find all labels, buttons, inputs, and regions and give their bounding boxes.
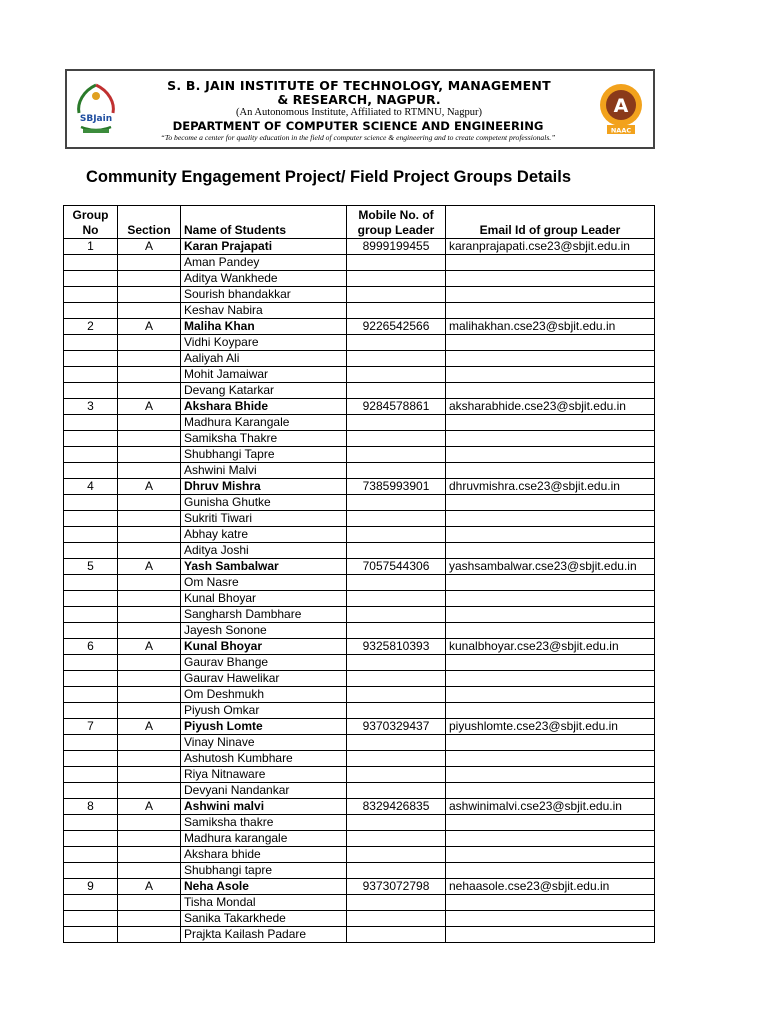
section-cell — [118, 511, 181, 527]
section-cell — [118, 655, 181, 671]
group-number-cell — [64, 463, 118, 479]
group-member-row — [64, 575, 655, 591]
group-number-cell: 2 — [64, 319, 118, 335]
section-cell — [118, 543, 181, 559]
group-member-row — [64, 383, 655, 399]
email-cell — [446, 383, 655, 399]
mobile-cell — [347, 303, 446, 319]
section-cell: A — [118, 559, 181, 575]
groups-table — [63, 205, 655, 943]
group-number-cell — [64, 783, 118, 799]
student-name-cell: Piyush Omkar — [181, 703, 347, 719]
group-leader-row — [64, 239, 655, 255]
group-number-cell — [64, 447, 118, 463]
mobile-cell — [347, 863, 446, 879]
group-member-row — [64, 927, 655, 943]
group-number-cell — [64, 303, 118, 319]
group-number-cell — [64, 495, 118, 511]
mobile-cell — [347, 511, 446, 527]
student-name-cell: Riya Nitnaware — [181, 767, 347, 783]
column-header-students: Name of Students — [181, 206, 347, 239]
group-number-cell — [64, 591, 118, 607]
group-leader-row — [64, 879, 655, 895]
mobile-cell — [347, 767, 446, 783]
email-cell — [446, 463, 655, 479]
leader-name-cell: Piyush Lomte — [181, 719, 347, 735]
group-number-cell: 8 — [64, 799, 118, 815]
section-cell — [118, 911, 181, 927]
section-cell — [118, 303, 181, 319]
section-cell — [118, 767, 181, 783]
student-name-cell: Devang Katarkar — [181, 383, 347, 399]
mobile-cell — [347, 815, 446, 831]
group-member-row — [64, 303, 655, 319]
section-cell — [118, 575, 181, 591]
group-number-cell: 6 — [64, 639, 118, 655]
group-member-row — [64, 895, 655, 911]
group-number-cell — [64, 655, 118, 671]
email-cell — [446, 847, 655, 863]
mobile-cell: 9370329437 — [347, 719, 446, 735]
section-cell — [118, 687, 181, 703]
mobile-cell: 7057544306 — [347, 559, 446, 575]
department-name: DEPARTMENT OF COMPUTER SCIENCE AND ENGINEERING — [172, 119, 544, 133]
email-cell: kunalbhoyar.cse23@sbjit.edu.in — [446, 639, 655, 655]
mobile-cell — [347, 335, 446, 351]
email-cell: ashwinimalvi.cse23@sbjit.edu.in — [446, 799, 655, 815]
section-cell — [118, 447, 181, 463]
mobile-cell — [347, 255, 446, 271]
email-cell — [446, 575, 655, 591]
department-vision: “To become a center for quality education in the field of computer science & engineering and to create competent professionals.” — [160, 133, 556, 142]
group-leader-row — [64, 799, 655, 815]
student-name-cell: Abhay katre — [181, 527, 347, 543]
student-name-cell: Devyani Nandankar — [181, 783, 347, 799]
student-name-cell: Sangharsh Dambhare — [181, 607, 347, 623]
student-name-cell: Om Nasre — [181, 575, 347, 591]
section-cell: A — [118, 399, 181, 415]
group-number-cell — [64, 623, 118, 639]
student-name-cell: Jayesh Sonone — [181, 623, 347, 639]
svg-text:A: A — [613, 95, 629, 117]
email-cell — [446, 271, 655, 287]
group-member-row — [64, 671, 655, 687]
leader-name-cell: Maliha Khan — [181, 319, 347, 335]
email-cell — [446, 367, 655, 383]
student-name-cell: Aaliyah Ali — [181, 351, 347, 367]
student-name-cell: Kunal Bhoyar — [181, 591, 347, 607]
group-number-cell — [64, 335, 118, 351]
email-cell — [446, 783, 655, 799]
group-number-cell — [64, 383, 118, 399]
group-number-cell — [64, 895, 118, 911]
institute-name-line2: & RESEARCH, NAGPUR. — [277, 92, 441, 107]
group-member-row — [64, 495, 655, 511]
student-name-cell: Madhura karangale — [181, 831, 347, 847]
group-member-row — [64, 703, 655, 719]
mobile-cell — [347, 655, 446, 671]
group-leader-row — [64, 559, 655, 575]
student-name-cell: Sanika Takarkhede — [181, 911, 347, 927]
column-header-group-no: Group No — [64, 206, 118, 239]
student-name-cell: Gaurav Hawelikar — [181, 671, 347, 687]
email-cell: nehaasole.cse23@sbjit.edu.in — [446, 879, 655, 895]
section-cell — [118, 863, 181, 879]
group-number-cell — [64, 735, 118, 751]
section-cell — [118, 671, 181, 687]
mobile-cell — [347, 495, 446, 511]
svg-text:NAAC: NAAC — [610, 126, 632, 135]
section-cell — [118, 847, 181, 863]
email-cell — [446, 495, 655, 511]
section-cell — [118, 735, 181, 751]
email-cell — [446, 831, 655, 847]
mobile-cell — [347, 351, 446, 367]
email-cell — [446, 447, 655, 463]
group-member-row — [64, 351, 655, 367]
student-name-cell: Samiksha Thakre — [181, 431, 347, 447]
mobile-cell — [347, 783, 446, 799]
column-header-section: Section — [118, 206, 181, 239]
student-name-cell: Aditya Joshi — [181, 543, 347, 559]
group-number-cell — [64, 367, 118, 383]
email-cell — [446, 431, 655, 447]
student-name-cell: Tisha Mondal — [181, 895, 347, 911]
group-number-cell — [64, 831, 118, 847]
section-cell: A — [118, 639, 181, 655]
email-cell — [446, 767, 655, 783]
mobile-cell: 9373072798 — [347, 879, 446, 895]
email-cell: malihakhan.cse23@sbjit.edu.in — [446, 319, 655, 335]
email-cell: aksharabhide.cse23@sbjit.edu.in — [446, 399, 655, 415]
group-member-row — [64, 447, 655, 463]
group-number-cell — [64, 671, 118, 687]
groups-table-body — [64, 239, 655, 943]
group-member-row — [64, 751, 655, 767]
group-leader-row — [64, 639, 655, 655]
section-cell — [118, 591, 181, 607]
email-cell — [446, 735, 655, 751]
section-cell: A — [118, 879, 181, 895]
group-number-cell: 3 — [64, 399, 118, 415]
mobile-cell — [347, 847, 446, 863]
group-number-cell — [64, 607, 118, 623]
group-number-cell — [64, 271, 118, 287]
group-member-row — [64, 335, 655, 351]
group-member-row — [64, 511, 655, 527]
section-cell — [118, 271, 181, 287]
student-name-cell: Ashutosh Kumbhare — [181, 751, 347, 767]
email-cell — [446, 591, 655, 607]
leader-name-cell: Dhruv Mishra — [181, 479, 347, 495]
group-number-cell — [64, 863, 118, 879]
group-member-row — [64, 655, 655, 671]
mobile-cell — [347, 751, 446, 767]
section-cell — [118, 495, 181, 511]
section-cell — [118, 527, 181, 543]
group-number-cell — [64, 575, 118, 591]
section-cell: A — [118, 319, 181, 335]
group-member-row — [64, 735, 655, 751]
student-name-cell: Aman Pandey — [181, 255, 347, 271]
institute-affiliation: (An Autonomous Institute, Affiliated to RTMNU, Nagpur) — [236, 107, 482, 118]
group-number-cell — [64, 527, 118, 543]
leader-name-cell: Ashwini malvi — [181, 799, 347, 815]
mobile-cell — [347, 271, 446, 287]
group-member-row — [64, 783, 655, 799]
group-number-cell: 1 — [64, 239, 118, 255]
section-cell: A — [118, 719, 181, 735]
group-member-row — [64, 543, 655, 559]
student-name-cell: Samiksha thakre — [181, 815, 347, 831]
group-number-cell — [64, 543, 118, 559]
group-member-row — [64, 815, 655, 831]
group-member-row — [64, 847, 655, 863]
mobile-cell — [347, 831, 446, 847]
group-number-cell — [64, 415, 118, 431]
column-header-email: Email Id of group Leader — [446, 206, 655, 239]
group-member-row — [64, 591, 655, 607]
mobile-cell: 8999199455 — [347, 239, 446, 255]
email-cell — [446, 751, 655, 767]
group-member-row — [64, 287, 655, 303]
group-member-row — [64, 255, 655, 271]
group-number-cell — [64, 287, 118, 303]
section-cell — [118, 895, 181, 911]
email-cell — [446, 335, 655, 351]
student-name-cell: Sukriti Tiwari — [181, 511, 347, 527]
section-cell: A — [118, 239, 181, 255]
section-cell — [118, 463, 181, 479]
section-cell — [118, 831, 181, 847]
mobile-cell: 9325810393 — [347, 639, 446, 655]
leader-name-cell: Kunal Bhoyar — [181, 639, 347, 655]
section-cell: A — [118, 479, 181, 495]
group-member-row — [64, 367, 655, 383]
email-cell: dhruvmishra.cse23@sbjit.edu.in — [446, 479, 655, 495]
email-cell — [446, 527, 655, 543]
section-cell — [118, 703, 181, 719]
group-member-row — [64, 831, 655, 847]
email-cell — [446, 623, 655, 639]
group-number-cell: 5 — [64, 559, 118, 575]
group-member-row — [64, 271, 655, 287]
email-cell: yashsambalwar.cse23@sbjit.edu.in — [446, 559, 655, 575]
section-cell — [118, 607, 181, 623]
section-cell — [118, 415, 181, 431]
group-number-cell — [64, 911, 118, 927]
section-cell — [118, 335, 181, 351]
group-member-row — [64, 463, 655, 479]
student-name-cell: Aditya Wankhede — [181, 271, 347, 287]
email-cell — [446, 895, 655, 911]
group-member-row — [64, 527, 655, 543]
section-cell — [118, 927, 181, 943]
group-member-row — [64, 911, 655, 927]
group-number-cell — [64, 767, 118, 783]
group-number-cell — [64, 511, 118, 527]
email-cell — [446, 415, 655, 431]
institute-header-banner — [65, 69, 655, 149]
group-number-cell — [64, 847, 118, 863]
email-cell — [446, 815, 655, 831]
institute-logo — [73, 83, 119, 135]
mobile-cell — [347, 575, 446, 591]
group-member-row — [64, 431, 655, 447]
leader-name-cell: Karan Prajapati — [181, 239, 347, 255]
section-cell — [118, 383, 181, 399]
group-leader-row — [64, 479, 655, 495]
email-cell — [446, 671, 655, 687]
email-cell — [446, 303, 655, 319]
mobile-cell — [347, 895, 446, 911]
mobile-cell — [347, 447, 446, 463]
svg-text:SBJain: SBJain — [79, 114, 113, 124]
group-number-cell — [64, 687, 118, 703]
student-name-cell: Madhura Karangale — [181, 415, 347, 431]
email-cell: piyushlomte.cse23@sbjit.edu.in — [446, 719, 655, 735]
group-leader-row — [64, 319, 655, 335]
student-name-cell: Shubhangi Tapre — [181, 447, 347, 463]
section-cell — [118, 623, 181, 639]
mobile-cell — [347, 287, 446, 303]
email-cell — [446, 655, 655, 671]
column-header-mobile: Mobile No. of group Leader — [347, 206, 446, 239]
email-cell: karanprajapati.cse23@sbjit.edu.in — [446, 239, 655, 255]
student-name-cell: Keshav Nabira — [181, 303, 347, 319]
section-cell — [118, 431, 181, 447]
student-name-cell: Vidhi Koypare — [181, 335, 347, 351]
page-title: Community Engagement Project/ Field Project Groups Details — [86, 168, 572, 186]
mobile-cell: 9226542566 — [347, 319, 446, 335]
email-cell — [446, 927, 655, 943]
group-number-cell — [64, 255, 118, 271]
mobile-cell — [347, 383, 446, 399]
email-cell — [446, 703, 655, 719]
group-number-cell: 9 — [64, 879, 118, 895]
mobile-cell — [347, 607, 446, 623]
group-leader-row — [64, 719, 655, 735]
group-number-cell — [64, 351, 118, 367]
group-member-row — [64, 623, 655, 639]
section-cell — [118, 783, 181, 799]
email-cell — [446, 911, 655, 927]
group-number-cell: 4 — [64, 479, 118, 495]
mobile-cell — [347, 687, 446, 703]
group-number-cell — [64, 751, 118, 767]
student-name-cell: Gaurav Bhange — [181, 655, 347, 671]
email-cell — [446, 511, 655, 527]
section-cell — [118, 351, 181, 367]
mobile-cell — [347, 415, 446, 431]
mobile-cell — [347, 527, 446, 543]
mobile-cell — [347, 623, 446, 639]
section-cell — [118, 367, 181, 383]
leader-name-cell: Neha Asole — [181, 879, 347, 895]
mobile-cell — [347, 735, 446, 751]
mobile-cell — [347, 367, 446, 383]
group-number-cell — [64, 431, 118, 447]
table-header-row — [64, 206, 655, 239]
student-name-cell: Sourish bhandakkar — [181, 287, 347, 303]
email-cell — [446, 351, 655, 367]
mobile-cell — [347, 671, 446, 687]
group-number-cell — [64, 815, 118, 831]
group-number-cell — [64, 927, 118, 943]
naac-logo — [597, 81, 645, 137]
mobile-cell — [347, 543, 446, 559]
mobile-cell: 7385993901 — [347, 479, 446, 495]
section-cell — [118, 815, 181, 831]
email-cell — [446, 863, 655, 879]
group-member-row — [64, 607, 655, 623]
email-cell — [446, 255, 655, 271]
mobile-cell — [347, 591, 446, 607]
student-name-cell: Gunisha Ghutke — [181, 495, 347, 511]
student-name-cell: Mohit Jamaiwar — [181, 367, 347, 383]
email-cell — [446, 543, 655, 559]
email-cell — [446, 607, 655, 623]
group-member-row — [64, 415, 655, 431]
student-name-cell: Shubhangi tapre — [181, 863, 347, 879]
section-cell — [118, 287, 181, 303]
leader-name-cell: Yash Sambalwar — [181, 559, 347, 575]
mobile-cell — [347, 911, 446, 927]
group-member-row — [64, 767, 655, 783]
mobile-cell: 8329426835 — [347, 799, 446, 815]
mobile-cell — [347, 927, 446, 943]
group-leader-row — [64, 399, 655, 415]
section-cell: A — [118, 799, 181, 815]
email-cell — [446, 287, 655, 303]
group-number-cell — [64, 703, 118, 719]
section-cell — [118, 751, 181, 767]
leader-name-cell: Akshara Bhide — [181, 399, 347, 415]
student-name-cell: Vinay Ninave — [181, 735, 347, 751]
institute-name-line1: S. B. JAIN INSTITUTE OF TECHNOLOGY, MANAGEMENT — [167, 78, 551, 93]
mobile-cell: 9284578861 — [347, 399, 446, 415]
group-member-row — [64, 863, 655, 879]
section-cell — [118, 255, 181, 271]
student-name-cell: Akshara bhide — [181, 847, 347, 863]
student-name-cell: Om Deshmukh — [181, 687, 347, 703]
email-cell — [446, 687, 655, 703]
group-member-row — [64, 687, 655, 703]
student-name-cell: Ashwini Malvi — [181, 463, 347, 479]
group-number-cell: 7 — [64, 719, 118, 735]
student-name-cell: Prajkta Kailash Padare — [181, 927, 347, 943]
mobile-cell — [347, 431, 446, 447]
mobile-cell — [347, 463, 446, 479]
mobile-cell — [347, 703, 446, 719]
